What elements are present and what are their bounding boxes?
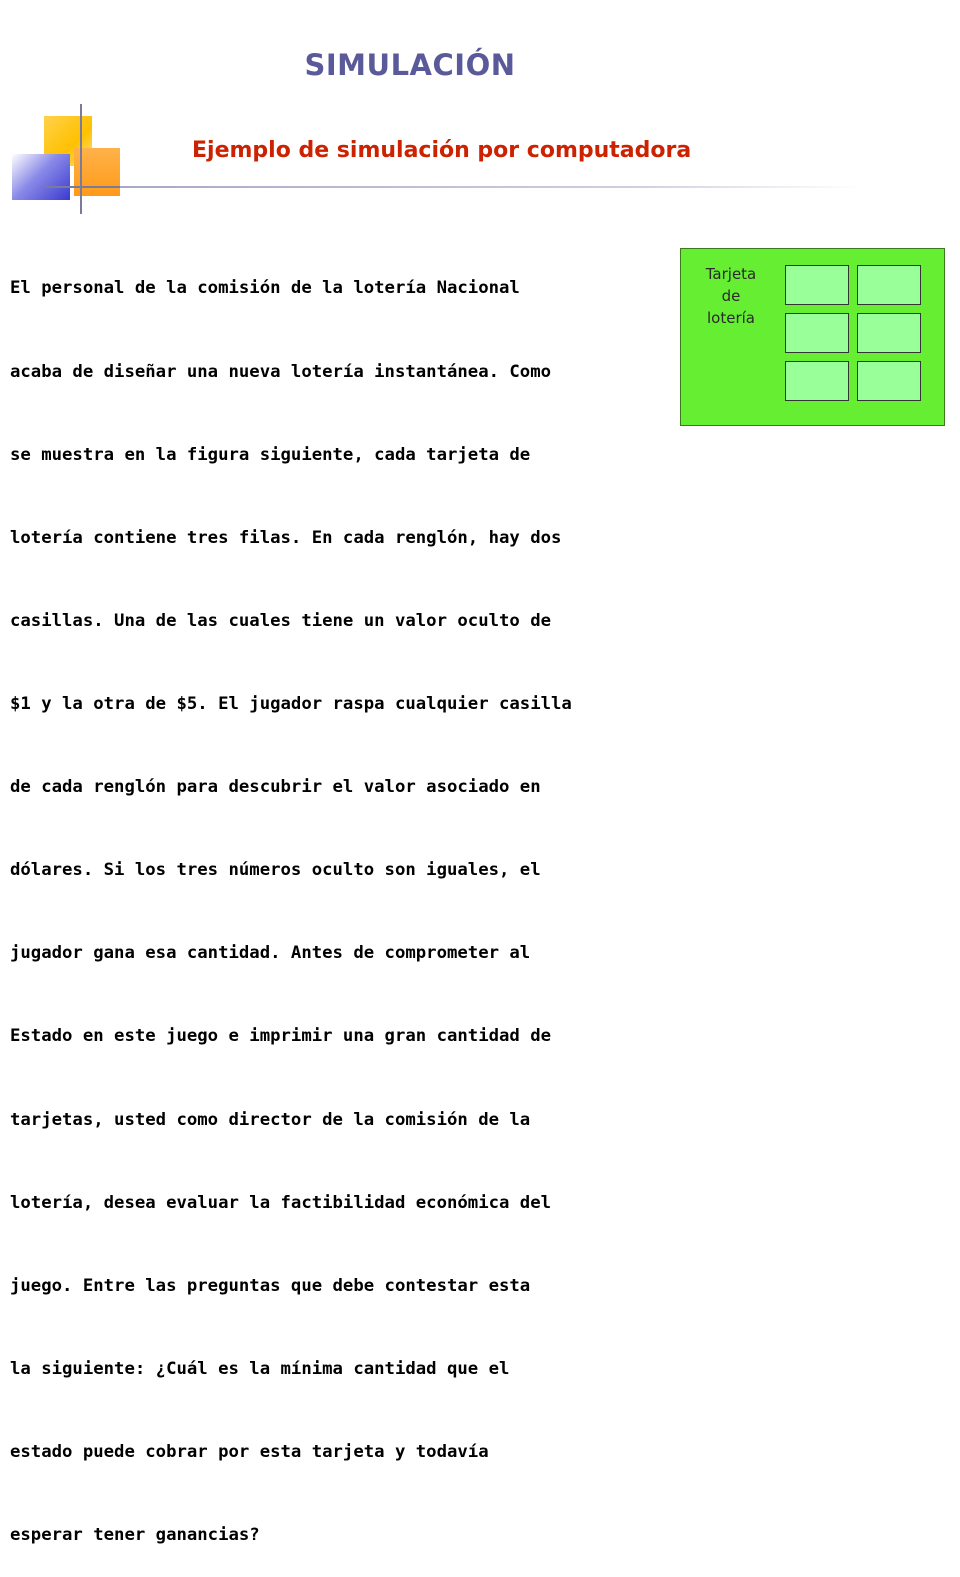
body-line: $1 y la otra de $5. El jugador raspa cualquier casilla — [10, 693, 572, 714]
slide-subtitle: Ejemplo de simulación por computadora — [192, 138, 692, 163]
card-cell-r1-c1 — [785, 265, 849, 305]
body-line: acaba de diseñar una nueva lotería instantánea. Como — [10, 361, 552, 382]
card-cell-r3-c2 — [857, 361, 921, 401]
body-paragraph — [10, 220, 650, 1577]
body-line: dólares. Si los tres números oculto son iguales, el — [10, 860, 541, 881]
logo-horizontal-line — [46, 186, 122, 188]
card-cell-r1-c2 — [857, 265, 921, 305]
body-line: se muestra en la figura siguiente, cada tarjeta de — [10, 444, 531, 465]
body-line: lotería contiene tres filas. En cada renglón, hay dos — [10, 527, 562, 548]
body-line: lotería, desea evaluar la factibilidad económica del — [10, 1192, 552, 1213]
body-line: Estado en este juego e imprimir una gran cantidad de — [10, 1026, 552, 1047]
card-label: Tarjeta de lotería — [705, 265, 757, 327]
card-cell-r3-c1 — [785, 361, 849, 401]
body-line: El personal de la comisión de la lotería Nacional — [10, 278, 520, 299]
body-line: estado puede cobrar por esta tarjeta y todavía — [10, 1441, 489, 1462]
title-divider — [120, 186, 860, 188]
slide-title: SIMULACIÓN — [304, 48, 516, 82]
body-line: juego. Entre las preguntas que debe contestar esta — [10, 1275, 531, 1296]
logo-blue-square — [12, 154, 70, 200]
body-line: jugador gana esa cantidad. Antes de comprometer al — [10, 943, 531, 964]
card-cell-r2-c1 — [785, 313, 849, 353]
body-line: la siguiente: ¿Cuál es la mínima cantidad que el — [10, 1358, 510, 1379]
decorative-logo — [0, 0, 140, 220]
body-line: tarjetas, usted como director de la comisión de la — [10, 1109, 531, 1130]
body-line: casillas. Una de las cuales tiene un valor oculto de — [10, 610, 552, 631]
lottery-card-figure — [680, 248, 945, 426]
body-line: esperar tener ganancias? — [10, 1525, 260, 1546]
logo-vertical-line — [80, 104, 82, 214]
body-line: de cada renglón para descubrir el valor asociado en — [10, 777, 541, 798]
card-cell-r2-c2 — [857, 313, 921, 353]
